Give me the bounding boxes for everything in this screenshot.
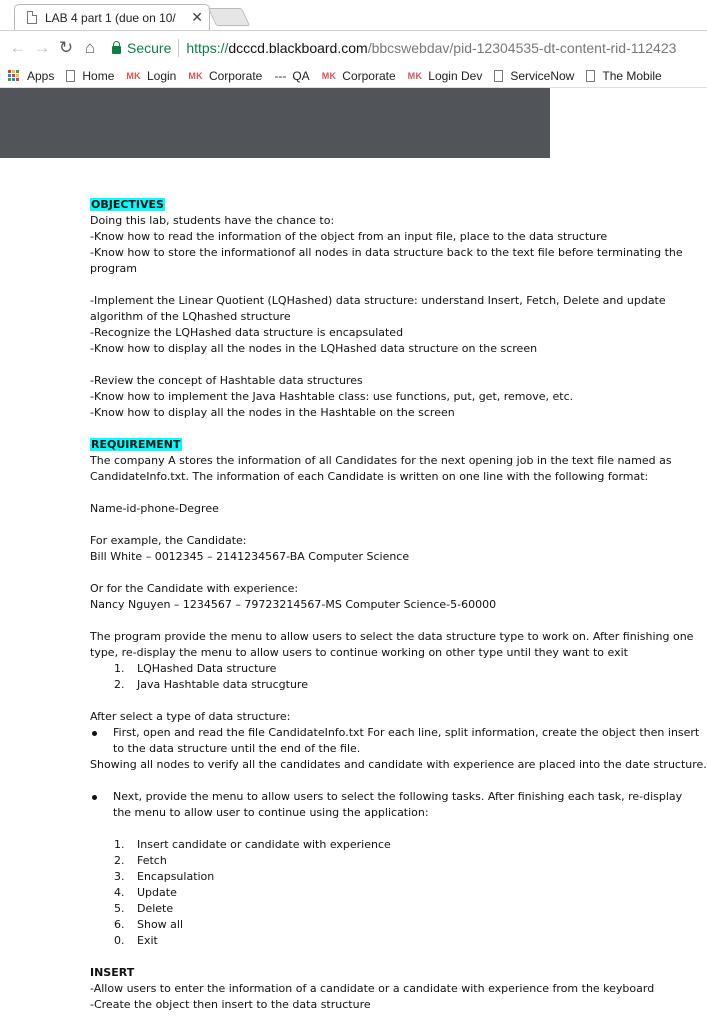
address-bar[interactable] (112, 35, 707, 61)
new-tab-button[interactable] (208, 8, 250, 26)
page-icon (586, 70, 595, 82)
list-item: 6. Show all (114, 918, 184, 931)
objectives-heading: OBJECTIVES (91, 198, 164, 211)
type-menu-list (90, 661, 702, 693)
list-item: 1. Insert candidate or candidate with experience (114, 838, 391, 851)
bookmark-home[interactable] (66, 69, 114, 83)
bookmark-apps[interactable] (8, 69, 54, 83)
bookmark-label: Login (146, 68, 177, 83)
bookmark-qa[interactable] (274, 69, 309, 83)
after-select-line: After select a type of data structure: (90, 710, 291, 723)
bullet-list (90, 789, 702, 821)
list-item: 4. Update (114, 886, 177, 899)
objectives-line: -Know how to display all the nodes in the Hashtable on the screen (90, 406, 455, 419)
page-icon (27, 11, 37, 24)
tab-title: LAB 4 part 1 (due on 10/ (45, 10, 176, 25)
bookmark-label: Corporate (342, 68, 396, 83)
reload-icon[interactable]: ↻ (58, 37, 74, 57)
apps-grid-dot (12, 78, 15, 81)
objectives-line: -Implement the Linear Quotient (LQHashed) data structure: understand Insert, Fetch, Delete and update algorithm of the LQhashed structure (90, 294, 666, 323)
list-item: 0. Exit (114, 934, 158, 947)
objectives-line: -Know how to read the information of the object from an input file, place to the data structure (90, 230, 608, 243)
page-icon (66, 70, 75, 82)
bookmark-label: Apps (27, 68, 55, 83)
experience-line: Nancy Nguyen – 1234567 – 79723214567-MS Computer Science-5-60000 (90, 598, 497, 611)
list-item: Next, provide the menu to allow users to select the following tasks. After finishing each task, re-display the menu to allow user to continue using the application: (90, 789, 702, 821)
bookmark-login-dev[interactable] (408, 69, 483, 83)
apps-grid-dot (16, 78, 19, 81)
browser-tab[interactable] (14, 4, 210, 30)
url-path: /bbcswebdav/pid-12304535-dt-content-rid-112423 (367, 39, 677, 56)
list-item: 5. Delete (114, 902, 174, 915)
apps-grid-dot (16, 70, 19, 73)
objectives-line: -Know how to display all the nodes in the LQHashed data structure on the screen (90, 342, 538, 355)
objectives-line: -Know how to implement the Java Hashtable class: use functions, put, get, remove, etc. (90, 390, 574, 403)
page-icon (494, 70, 503, 82)
apps-grid-dot (8, 74, 11, 77)
apps-grid-dot (12, 70, 15, 73)
apps-grid-dot (8, 78, 11, 81)
experience-intro: Or for the Candidate with experience: (90, 582, 299, 595)
bookmark-label: Corporate (208, 68, 263, 83)
home-icon[interactable]: ⌂ (84, 37, 96, 57)
lock-icon (112, 46, 121, 54)
url-host: dcccd.blackboard.com (228, 39, 368, 56)
objectives-line: Doing this lab, students have the chance to: (90, 214, 335, 227)
bookmark-dashes: --- (274, 68, 287, 83)
pdf-header-banner (0, 88, 550, 158)
url-scheme: https:// (186, 39, 229, 56)
bookmark-servicenow[interactable] (494, 69, 574, 83)
bookmark-label: Home (82, 68, 115, 83)
insert-heading: INSERT (90, 966, 135, 979)
bookmark-label: QA (292, 68, 310, 83)
apps-grid-dot (16, 74, 19, 77)
showing-all-line: Showing all nodes to verify all the candidates and candidate with experience are placed into the date structure. (90, 758, 707, 771)
bookmarks-bar (0, 64, 707, 88)
mk-logo-icon: MK (407, 70, 423, 81)
bookmark-corporate-2[interactable] (322, 69, 396, 83)
secure-label: Secure (127, 39, 172, 56)
forward-arrow-icon[interactable]: → (33, 37, 51, 57)
example-intro: For example, the Candidate: (90, 534, 247, 547)
bookmark-label: Login Dev (428, 68, 483, 83)
address-divider (178, 39, 179, 57)
mk-logo-icon: MK (126, 70, 141, 81)
mk-logo-icon: MK (321, 70, 337, 81)
browser-toolbar (0, 30, 707, 64)
bookmark-label: The Mobile (602, 68, 662, 83)
apps-grid-icon (8, 70, 19, 81)
close-tab-icon[interactable]: ✕ (191, 9, 203, 25)
document-body (90, 197, 707, 1013)
insert-line: -Create the object then insert to the data structure (90, 998, 371, 1011)
bookmark-label: ServiceNow (510, 68, 575, 83)
back-arrow-icon[interactable]: ← (9, 37, 27, 57)
list-item: 3. Encapsulation (114, 870, 215, 883)
list-item: 2. Java Hashtable data strucgture (114, 678, 308, 691)
bullet-icon (92, 795, 97, 800)
requirement-paragraph: The company A stores the information of all Candidates for the next opening job in the text file named as CandidateInfo.txt. The information of each Candidate is written on one line with the following format: (90, 454, 672, 483)
task-menu-list (90, 837, 702, 949)
list-item: First, open and read the file CandidateInfo.txt For each line, split information, create the object then insert to the data structure until the end of the file. (90, 725, 702, 757)
bookmark-login[interactable] (126, 69, 176, 83)
requirement-heading: REQUIREMENT (91, 438, 181, 451)
objectives-line: -Recognize the LQHashed data structure is encapsulated (90, 326, 404, 339)
example-line: Bill White – 0012345 – 2141234567-BA Computer Science (90, 550, 410, 563)
bullet-list (90, 725, 702, 757)
objectives-line: -Know how to store the informationof all nodes in data structure back to the text file before terminating the program (90, 246, 683, 275)
menu-paragraph: The program provide the menu to allow users to select the data structure type to work on. After finishing one type, re-display the menu to allow users to continue working on other type until they want to exit (90, 630, 694, 659)
apps-grid-dot (8, 70, 11, 73)
mk-logo-icon: MK (188, 70, 203, 81)
list-item: 2. Fetch (114, 854, 167, 867)
tab-strip (0, 0, 707, 30)
format-line: Name-id-phone-Degree (90, 502, 219, 515)
insert-line: -Allow users to enter the information of a candidate or a candidate with experience from the keyboard (90, 982, 655, 995)
bullet-icon (92, 731, 97, 736)
objectives-line: -Review the concept of Hashtable data structures (90, 374, 363, 387)
list-item: 1. LQHashed Data structure (114, 662, 277, 675)
bookmark-corporate[interactable] (188, 69, 262, 83)
apps-grid-dot (12, 74, 15, 77)
bookmark-the-mobile[interactable] (586, 69, 661, 83)
